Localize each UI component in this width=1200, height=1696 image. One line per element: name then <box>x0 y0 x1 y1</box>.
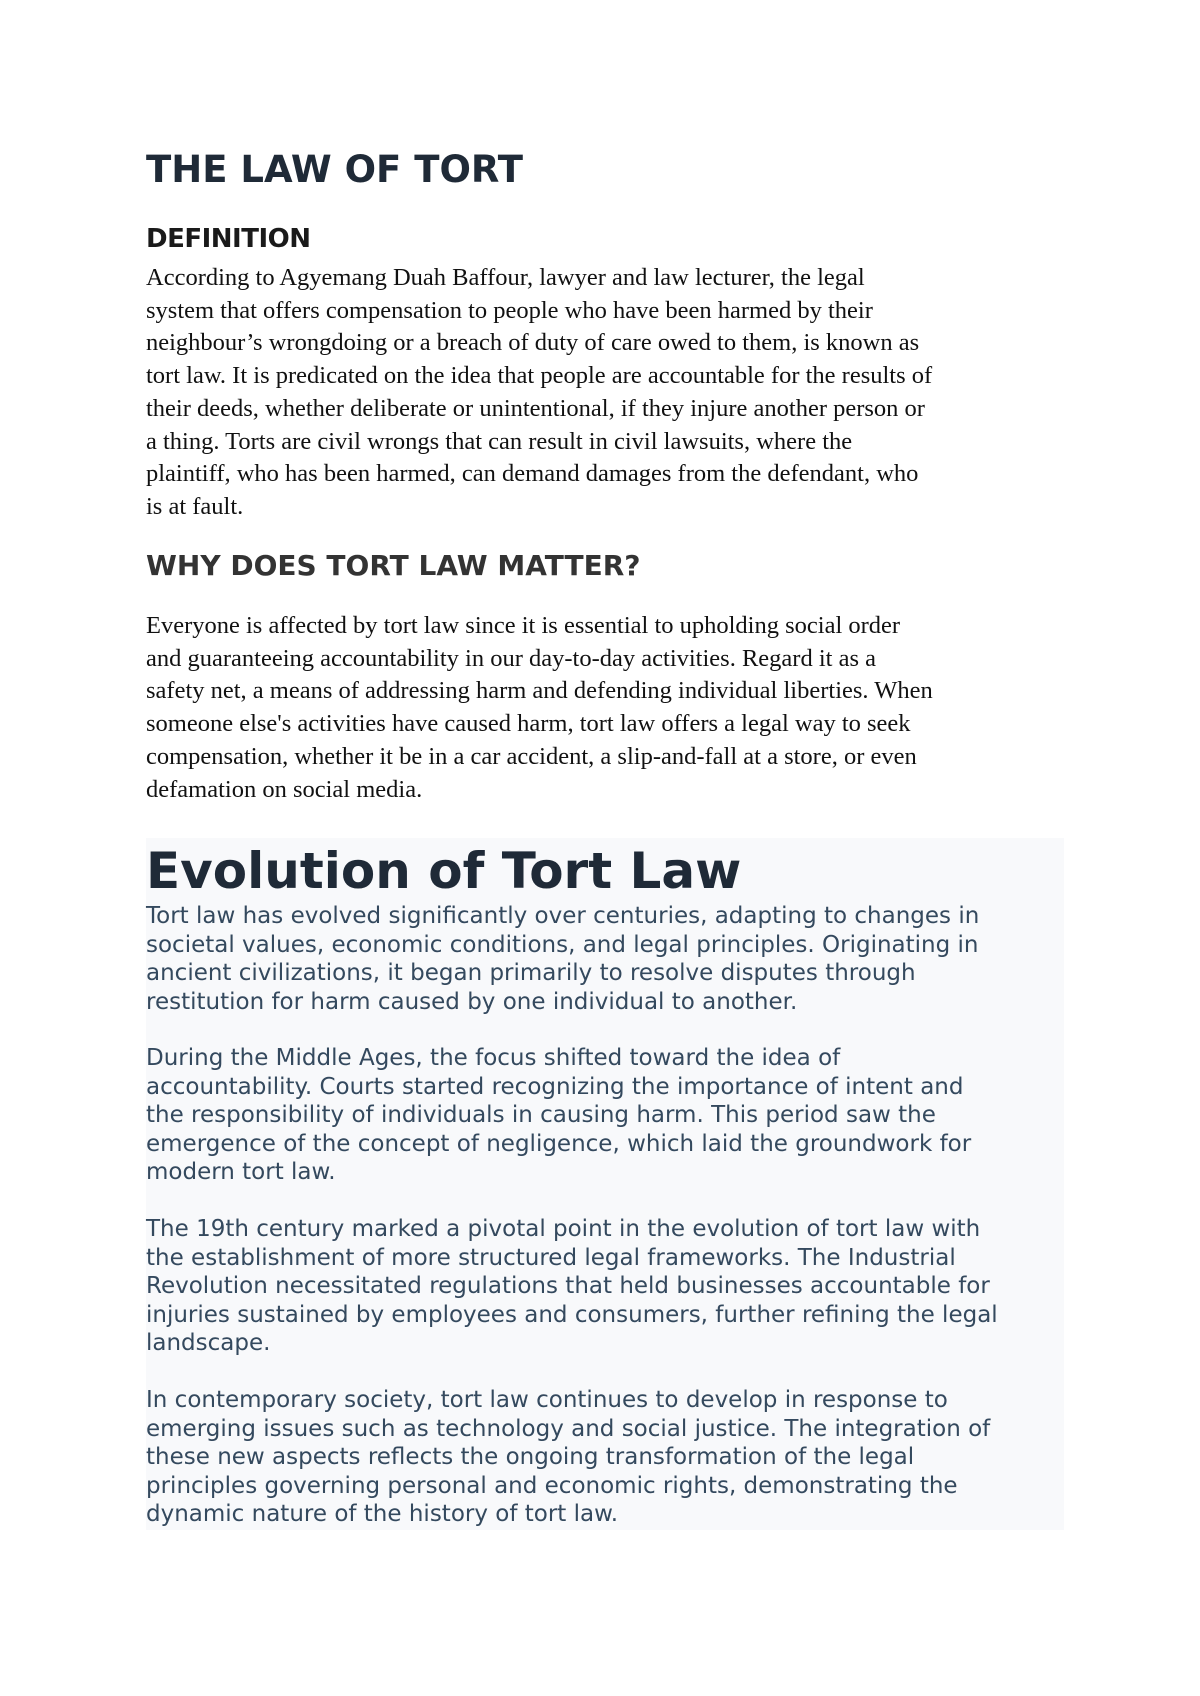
evolution-heading: Evolution of Tort Law <box>146 842 742 900</box>
text-line: someone else's activities have caused harm, tort law offers a legal way to seek <box>146 710 911 738</box>
text-line: defamation on social media. <box>146 775 423 803</box>
text-line: In contemporary society, tort law continues to develop in response to <box>146 1387 948 1413</box>
evolution-paragraph-origins <box>146 902 979 1016</box>
text-line: these new aspects reflects the ongoing transformation of the legal <box>146 1444 915 1471</box>
text-line: the responsibility of individuals in causing harm. This period saw the <box>146 1102 936 1129</box>
text-line: accountability. Courts started recognizing the importance of intent and <box>146 1073 964 1100</box>
document-title: THE LAW OF TORT <box>146 148 523 191</box>
text-line: compensation, whether it be in a car accident, a slip-and-fall at a store, or even <box>146 742 917 770</box>
text-line: emerging issues such as technology and social justice. The integration of <box>146 1415 991 1442</box>
definition-paragraph <box>146 262 1064 524</box>
text-line: societal values, economic conditions, and legal principles. Originating in <box>146 931 979 958</box>
text-line: is at fault. <box>146 492 244 520</box>
text-line: and guaranteeing accountability in our day-to-day activities. Regard it as a <box>146 644 876 672</box>
text-line: their deeds, whether deliberate or unintentional, if they injure another person or <box>146 394 925 422</box>
text-line: The 19th century marked a pivotal point in the evolution of tort law with <box>146 1216 981 1242</box>
text-line: landscape. <box>146 1330 271 1357</box>
text-line: the establishment of more structured legal frameworks. The Industrial <box>146 1244 956 1271</box>
text-line: Everyone is affected by tort law since it is essential to upholding social order <box>146 612 901 639</box>
text-line: system that offers compensation to people who have been harmed by their <box>146 296 873 324</box>
text-line: a thing. Torts are civil wrongs that can result in civil lawsuits, where the <box>146 427 853 455</box>
text-line: injuries sustained by employees and consumers, further refining the legal <box>146 1301 998 1328</box>
evolution-paragraph-middle-ages <box>146 1044 971 1187</box>
evolution-paragraph-19th-century <box>146 1215 998 1358</box>
text-line: principles governing personal and economic rights, demonstrating the <box>146 1472 958 1499</box>
text-line: tort law. It is predicated on the idea that people are accountable for the results of <box>146 362 933 390</box>
definition-heading: DEFINITION <box>146 224 311 254</box>
evolution-paragraph-contemporary <box>146 1386 990 1529</box>
text-line: Tort law has evolved significantly over centuries, adapting to changes in <box>146 903 980 929</box>
text-line: plaintiff, who has been harmed, can demand damages from the defendant, who <box>146 460 919 488</box>
text-line: restitution for harm caused by one individual to another. <box>146 988 798 1015</box>
text-line: Revolution necessitated regulations that held businesses accountable for <box>146 1273 990 1300</box>
text-line: neighbour’s wrongdoing or a breach of duty of care owed to them, is known as <box>146 329 920 357</box>
text-line: ancient civilizations, it began primarily to resolve disputes through <box>146 960 916 987</box>
text-line: modern tort law. <box>146 1159 336 1186</box>
text-line: safety net, a means of addressing harm and defending individual liberties. When <box>146 677 933 705</box>
text-line: dynamic nature of the history of tort law. <box>146 1501 619 1528</box>
why-paragraph <box>146 610 1064 806</box>
why-heading: WHY DOES TORT LAW MATTER? <box>146 549 641 582</box>
text-line: According to Agyemang Duah Baffour, lawyer and law lecturer, the legal <box>146 264 865 291</box>
text-line: During the Middle Ages, the focus shifted toward the idea of <box>146 1045 841 1071</box>
evolution-section <box>146 838 1064 1530</box>
text-line: emergence of the concept of negligence, which laid the groundwork for <box>146 1130 972 1157</box>
